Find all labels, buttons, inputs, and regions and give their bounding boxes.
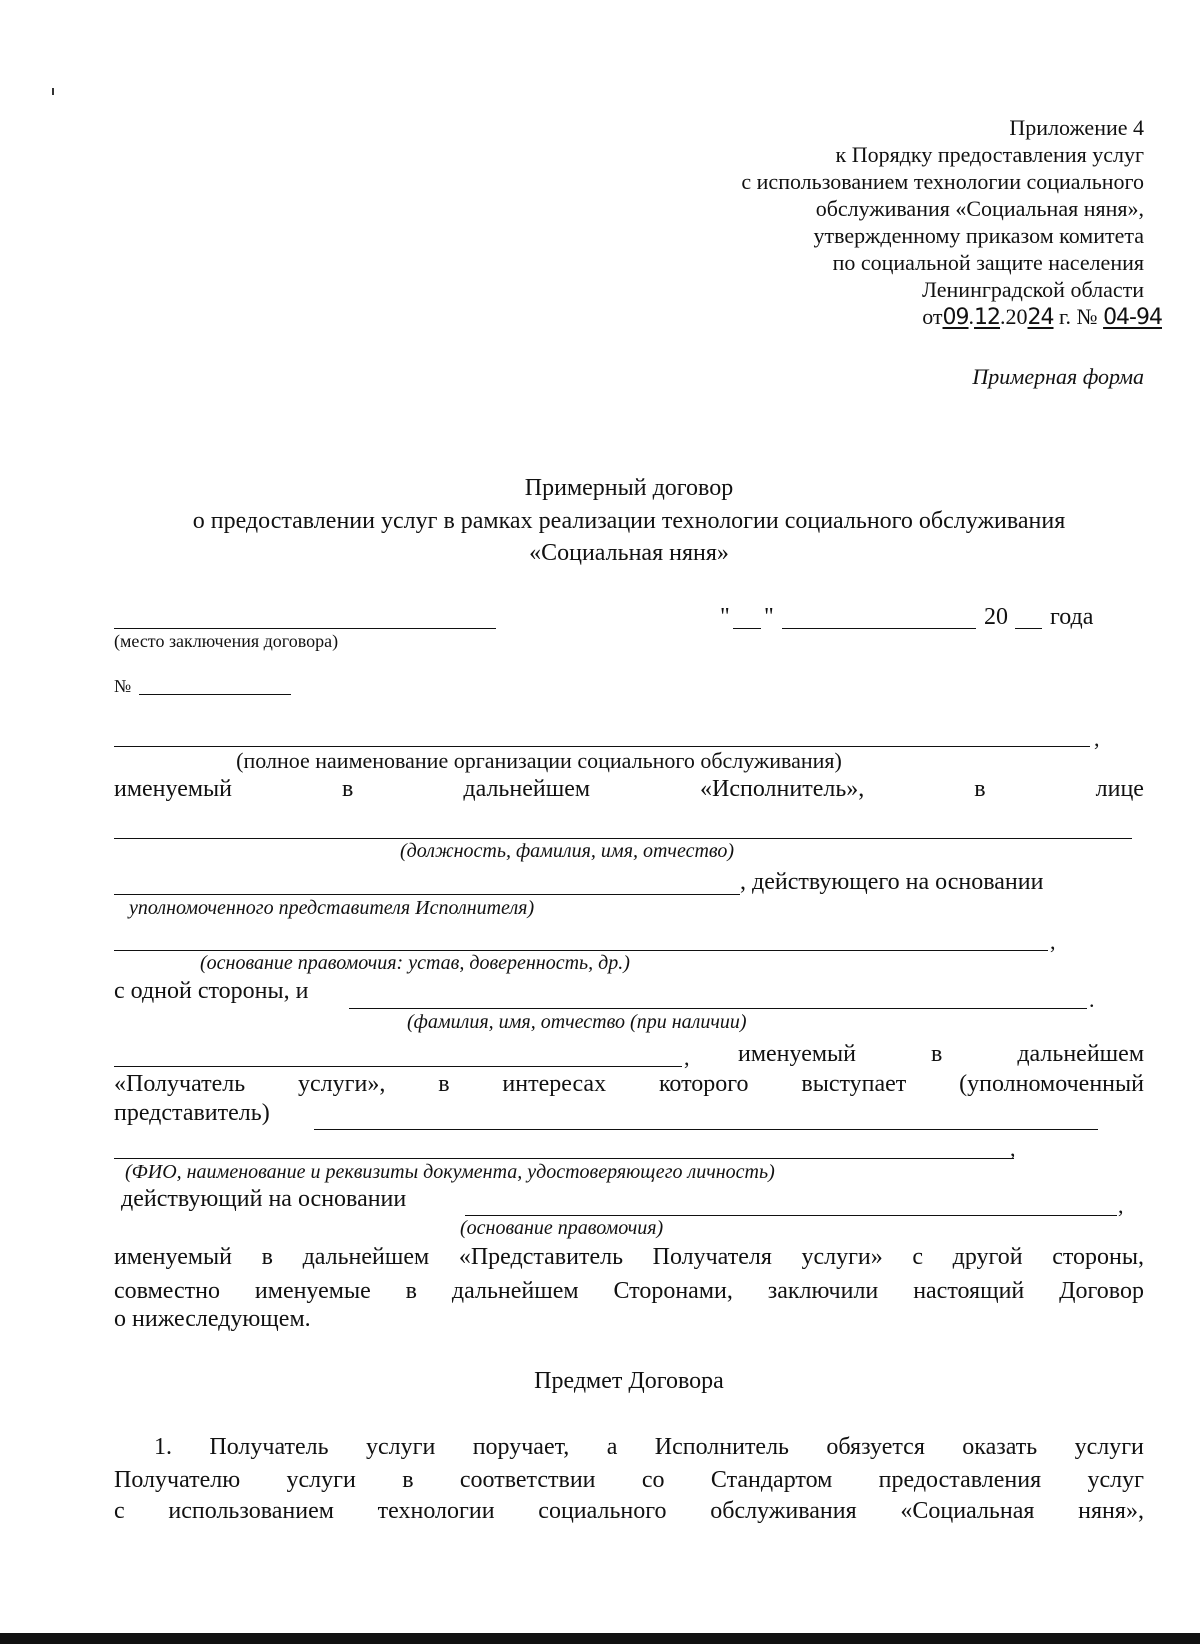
word: в: [974, 776, 986, 802]
comma-mark: ,: [1094, 726, 1100, 751]
word: другой: [952, 1244, 1023, 1270]
word: социального: [538, 1498, 667, 1524]
word: няня»,: [1078, 1498, 1144, 1524]
word: именуемый: [114, 776, 233, 802]
word: соответствии: [459, 1467, 596, 1493]
one-side-text: с одной стороны, и: [114, 978, 309, 1004]
word: «Исполнитель»,: [700, 776, 865, 802]
word: услуг: [1087, 1467, 1144, 1493]
recipient-named-line: [738, 1040, 1144, 1069]
handwritten-year: 24: [1027, 305, 1054, 330]
authority-caption: (основание правомочия): [460, 1217, 664, 1239]
representative-field-line: [114, 894, 740, 895]
contract-subtitle-2: «Социальная няня»: [529, 540, 729, 566]
word: дальнейшем: [302, 1244, 430, 1270]
scan-bottom-edge: [0, 1633, 1200, 1644]
word: Стандартом: [710, 1467, 833, 1493]
word: оказать: [962, 1434, 1038, 1460]
word: «Представитель: [458, 1244, 624, 1270]
number-label: №: [114, 676, 132, 696]
order-date-line: от09.12.2024 г. № 04-94: [922, 304, 1162, 330]
word: «Социальная: [900, 1498, 1035, 1524]
comma-mark: ,: [684, 1045, 690, 1070]
word: именуемый: [114, 1244, 233, 1270]
word: обязуется: [826, 1434, 925, 1460]
position-caption: (должность, фамилия, имя, отчество): [400, 840, 734, 862]
word: а: [606, 1434, 618, 1460]
acting-text: , действующего на основании: [740, 869, 1044, 895]
word: предоставления: [878, 1467, 1042, 1493]
header-line-5: по социальной защите населения: [832, 250, 1144, 275]
word: со: [641, 1467, 665, 1493]
year-field-line: [1015, 628, 1042, 629]
header-line-1: к Порядку предоставления услуг: [835, 142, 1144, 167]
recipient-field-line: [114, 1066, 682, 1067]
word: заключили: [767, 1278, 879, 1304]
doc-caption: (ФИО, наименование и реквизиты документа, удостоверяющего личность): [125, 1161, 775, 1183]
word: в: [261, 1244, 273, 1270]
year-suffix: года: [1050, 604, 1094, 630]
word: Исполнитель: [654, 1434, 790, 1460]
paragraph-line-1: [114, 1243, 1144, 1272]
word: именуемый: [738, 1041, 857, 1067]
word: в: [438, 1071, 450, 1097]
comma-mark: ,: [1050, 929, 1056, 954]
word: в: [405, 1278, 417, 1304]
word: настоящий: [913, 1278, 1025, 1304]
form-note: Примерная форма: [972, 364, 1144, 389]
word: дальнейшем: [1017, 1041, 1144, 1067]
executor-line: [114, 775, 1144, 804]
month-field-line: [782, 628, 976, 629]
word: «Получатель: [114, 1071, 246, 1097]
doc-field-line: [114, 1158, 1014, 1159]
word: Получателя: [652, 1244, 772, 1270]
header-line-4: утвержденному приказом комитета: [813, 223, 1144, 248]
number-field-line: [139, 694, 291, 695]
paragraph-line-3: о нижеследующем.: [114, 1306, 311, 1332]
place-field-line: [114, 628, 496, 629]
word: в: [342, 776, 354, 802]
section-title: Предмет Договора: [534, 1368, 724, 1394]
word: (уполномоченный: [959, 1071, 1144, 1097]
header-line-2: с использованием технологии социального: [741, 169, 1144, 194]
date-quote-close: ": [764, 604, 774, 630]
word: услуги»,: [298, 1071, 386, 1097]
acting-basis-text: действующий на основании: [121, 1186, 407, 1212]
year-prefix: 20: [984, 604, 1008, 630]
date-year-prefix: .20: [1000, 304, 1028, 329]
rep-field-line: [314, 1129, 1098, 1130]
section-p1-line-2: [114, 1466, 1144, 1495]
paragraph-line-2: [114, 1277, 1144, 1306]
word: Получателю: [114, 1467, 241, 1493]
word: технологии: [377, 1498, 495, 1524]
word: услуги: [365, 1434, 436, 1460]
contract-title: Примерный договор: [524, 475, 734, 501]
section-p1-line-3: [114, 1497, 1144, 1526]
word: услуги: [1074, 1434, 1144, 1460]
representative-text: представитель): [114, 1100, 270, 1126]
word: совместно: [114, 1278, 220, 1304]
word: стороны,: [1052, 1244, 1144, 1270]
word: использованием: [168, 1498, 334, 1524]
word: с: [912, 1244, 924, 1270]
day-field-line: [733, 628, 761, 629]
word: интересах: [502, 1071, 607, 1097]
word: выступает: [801, 1071, 907, 1097]
word: услуги»: [801, 1244, 883, 1270]
word: Получатель: [209, 1434, 329, 1460]
org-caption: (полное наименование организации социального обслуживания): [236, 748, 842, 773]
word: в: [931, 1041, 943, 1067]
word: дальнейшем: [451, 1278, 579, 1304]
word: лице: [1095, 776, 1144, 802]
comma-mark: ,: [1118, 1193, 1124, 1218]
word: Договор: [1059, 1278, 1144, 1304]
scan-speck: [52, 88, 54, 95]
header-line-6: Ленинградской области: [922, 277, 1144, 302]
comma-mark: ,: [1010, 1136, 1016, 1161]
word: которого: [658, 1071, 749, 1097]
word: услуги: [286, 1467, 356, 1493]
fio-caption: (фамилия, имя, отчество (при наличии): [407, 1011, 747, 1033]
date-prefix: от: [922, 304, 943, 329]
word: поручает,: [472, 1434, 570, 1460]
place-caption: (место заключения договора): [114, 631, 339, 651]
rep-caption: уполномоченного представителя Исполнителя): [129, 897, 535, 919]
word: в: [402, 1467, 414, 1493]
basis-caption: (основание правомочия: устав, доверенность, др.): [200, 952, 630, 974]
header-line-3: обслуживания «Социальная няня»,: [815, 196, 1144, 221]
word: Сторонами,: [613, 1278, 733, 1304]
fio-field-line: [349, 1008, 1087, 1009]
contract-subtitle: о предоставлении услуг в рамках реализации технологии социального обслуживания: [192, 508, 1066, 534]
appendix-title: Приложение 4: [1009, 115, 1144, 140]
date-suffix: г. №: [1053, 304, 1098, 329]
date-quote-open: ": [720, 604, 730, 630]
recipient-line: [114, 1070, 1144, 1099]
word: дальнейшем: [463, 776, 591, 802]
word: обслуживания: [710, 1498, 857, 1524]
handwritten-day: 09: [942, 305, 969, 330]
word: 1.: [154, 1434, 172, 1460]
handwritten-month: 12: [974, 305, 1001, 330]
section-p1-line-1: [154, 1433, 1144, 1462]
word: именуемые: [254, 1278, 371, 1304]
period-mark: .: [1089, 987, 1095, 1012]
handwritten-order-number: 04-94: [1103, 305, 1162, 330]
word: с: [114, 1498, 125, 1524]
